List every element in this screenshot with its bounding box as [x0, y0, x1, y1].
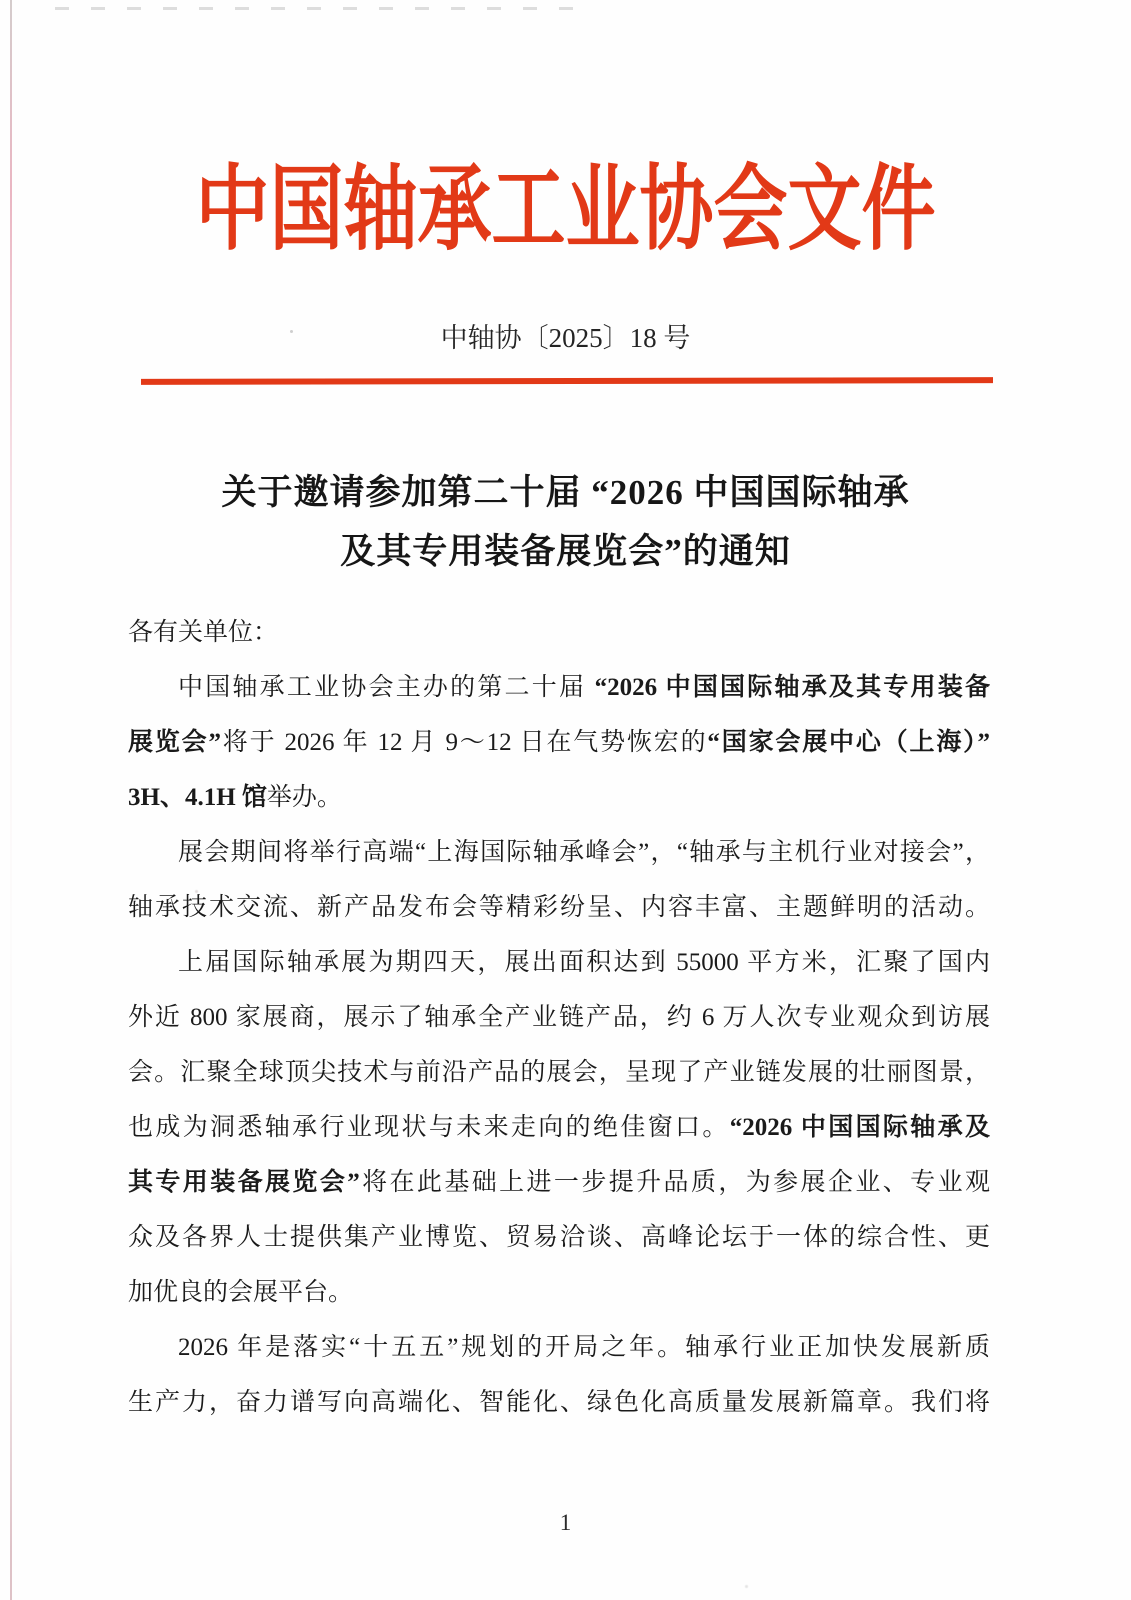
body-line: [128, 1375, 990, 1430]
body-text: 会。汇聚全球顶尖技术与前沿产品的展会，呈现了产业链发展的壮丽图景，: [128, 1059, 990, 1086]
body-text-bold: “国家会展中心（上海）”: [707, 729, 990, 756]
body-line: [128, 1265, 990, 1320]
body-text: 也成为洞悉轴承行业现状与未来走向的绝佳窗口。: [128, 1114, 730, 1141]
body-line: [128, 990, 990, 1045]
body-text: 2026 年是落实“十五五”规划的开局之年。轴承行业正加快发展新质: [178, 1334, 990, 1361]
scan-artifact-left-edge: [10, 0, 12, 1600]
body-text: 加优良的会展平台。: [128, 1279, 354, 1306]
body-text: 将在此基础上进一步提升品质，为参展企业、专业观: [359, 1169, 990, 1196]
body-text-bold: 3H、4.1H 馆: [128, 784, 267, 811]
body-line: [128, 715, 990, 770]
body-text: 生产力，奋力谱写向高端化、智能化、绿色化高质量发展新篇章。我们将: [128, 1389, 990, 1416]
body-line: [128, 1155, 990, 1210]
body-line: [128, 935, 990, 990]
body-line: [128, 1210, 990, 1265]
body-text-bold: “2026 中国国际轴承及: [729, 1114, 990, 1141]
scan-artifact-top-streak: [55, 7, 575, 10]
document-body: [128, 605, 990, 1430]
body-line: [128, 770, 990, 825]
body-text-bold: “2026 中国国际轴承及其专用装备: [594, 674, 990, 701]
body-line: [128, 660, 990, 715]
letterhead-title: [0, 158, 1131, 263]
body-text: 举办。: [266, 784, 342, 811]
body-text-bold: 展览会”: [128, 729, 221, 756]
notice-title: [0, 463, 1131, 581]
body-line: [128, 825, 990, 880]
body-text: 外近 800 家展商，展示了轴承全产业链产品，约 6 万人次专业观众到访展: [128, 1004, 990, 1031]
body-text: 中国轴承工业协会主办的第二十届: [178, 674, 595, 701]
body-line: [128, 1045, 990, 1100]
doc-number: 中轴协〔2025〕18 号: [440, 323, 691, 353]
body-line: [128, 1100, 990, 1155]
red-divider-line: [141, 377, 993, 385]
body-line: [128, 880, 990, 935]
page-number: 1: [559, 1510, 572, 1535]
body-text-bold: 其专用装备展览会”: [128, 1169, 360, 1196]
body-line: [128, 605, 990, 660]
body-line: [128, 1320, 990, 1375]
body-text: 众及各界人士提供集产业博览、贸易洽谈、高峰论坛于一体的综合性、更: [128, 1224, 990, 1251]
body-text: 将于 2026 年 12 月 9～12 日在气势恢宏的: [220, 729, 708, 756]
body-text: 轴承技术交流、新产品发布会等精彩纷呈、内容丰富、主题鲜明的活动。: [128, 894, 990, 921]
body-text: 展会期间将举行高端“上海国际轴承峰会”，“轴承与主机行业对接会”，: [178, 839, 990, 866]
notice-title-line-2: 及其专用装备展览会”的通知: [340, 532, 791, 571]
body-text: 各有关单位：: [128, 619, 279, 646]
body-text: 上届国际轴承展为期四天，展出面积达到 55000 平方米，汇聚了国内: [178, 949, 990, 976]
notice-title-line-1: 关于邀请参加第二十届 “2026 中国国际轴承: [221, 473, 910, 512]
letterhead-title-text: 中国轴承工业协会文件: [195, 158, 936, 263]
